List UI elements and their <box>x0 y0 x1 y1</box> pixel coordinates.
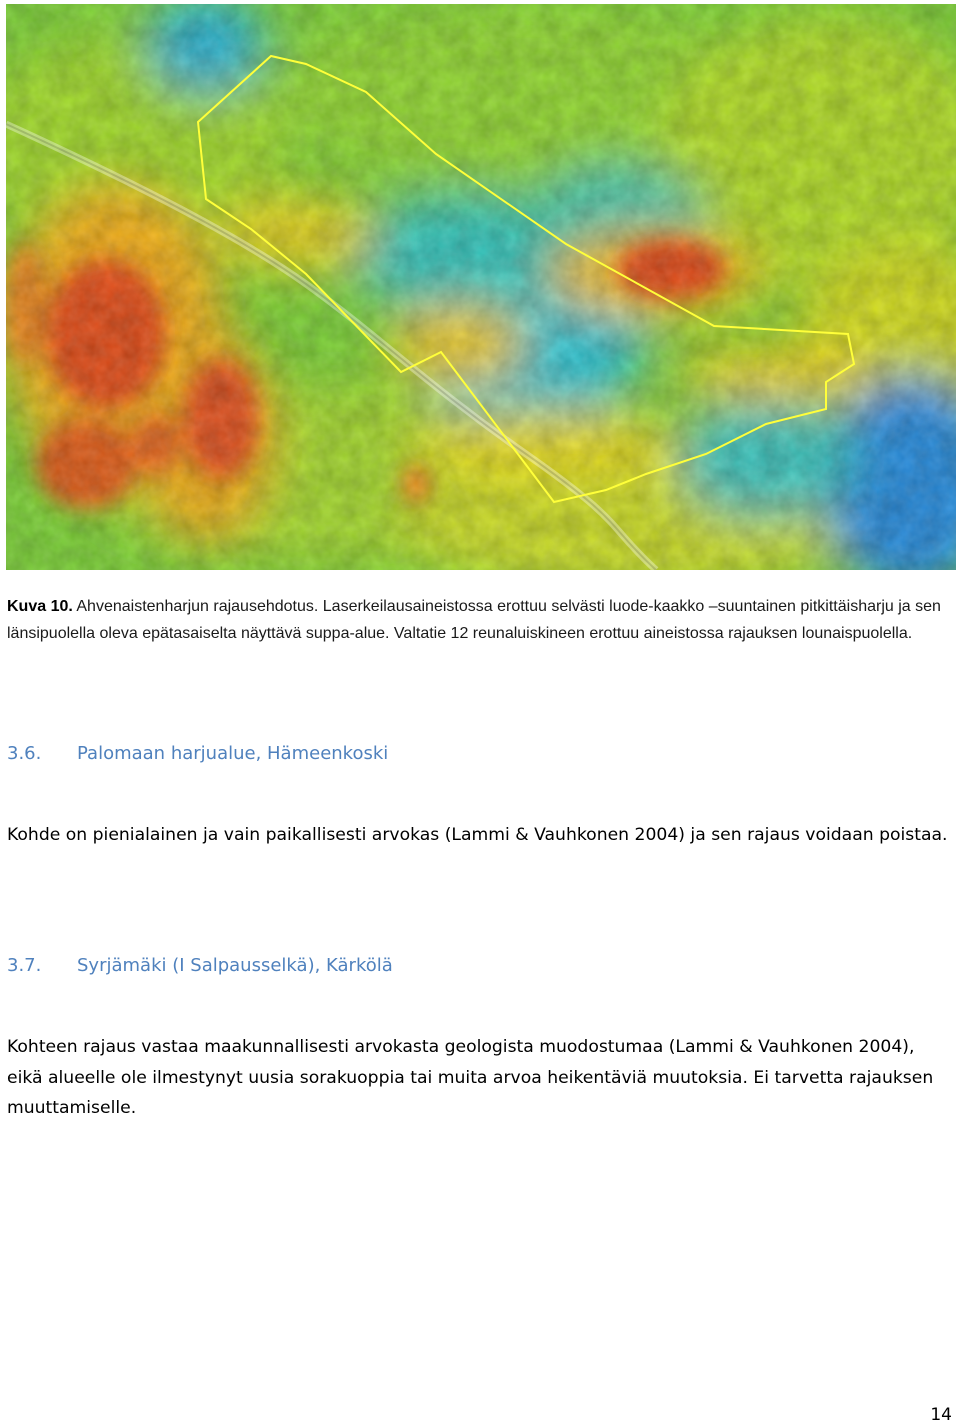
figure-caption <box>7 593 953 647</box>
section-number: 3.7. <box>7 955 42 976</box>
caption-label: Kuva 10. <box>7 598 73 615</box>
elevation-map <box>6 4 956 570</box>
page-number: 14 <box>930 1405 952 1425</box>
section-title: Palomaan harjualue, Hämeenkoski <box>77 743 389 764</box>
section-heading-3-7 <box>7 955 393 976</box>
section-heading-3-6 <box>7 743 388 764</box>
caption-text: Ahvenaistenharjun rajausehdotus. Laserkeilausaineistossa erottuu selvästi luode-kaakko –suuntainen pitkittäisharju ja sen länsipuolella oleva epätasaiselta näyttävä suppa-alue. Valtatie 12 reunaluiskineen erottuu aineistossa rajauksen lounaispuolella. <box>7 598 941 642</box>
section-body-3-6: Kohde on pienialainen ja vain paikallisesti arvokas (Lammi & Vauhkonen 2004) ja sen rajaus voidaan poistaa. <box>7 825 948 845</box>
section-number: 3.6. <box>7 743 42 764</box>
elevation-map-figure <box>6 4 956 570</box>
section-body-3-7: Kohteen rajaus vastaa maakunnallisesti arvokasta geologista muodostumaa (Lammi & Vauhkonen 2004), eikä alueelle ole ilmestynyt uusia sorakuoppia tai muita arvoa heikentäviä muutoksia. Ei tarvetta rajauksen muuttamiselle. <box>7 1037 934 1118</box>
section-title: Syrjämäki (I Salpausselkä), Kärkölä <box>77 955 393 976</box>
